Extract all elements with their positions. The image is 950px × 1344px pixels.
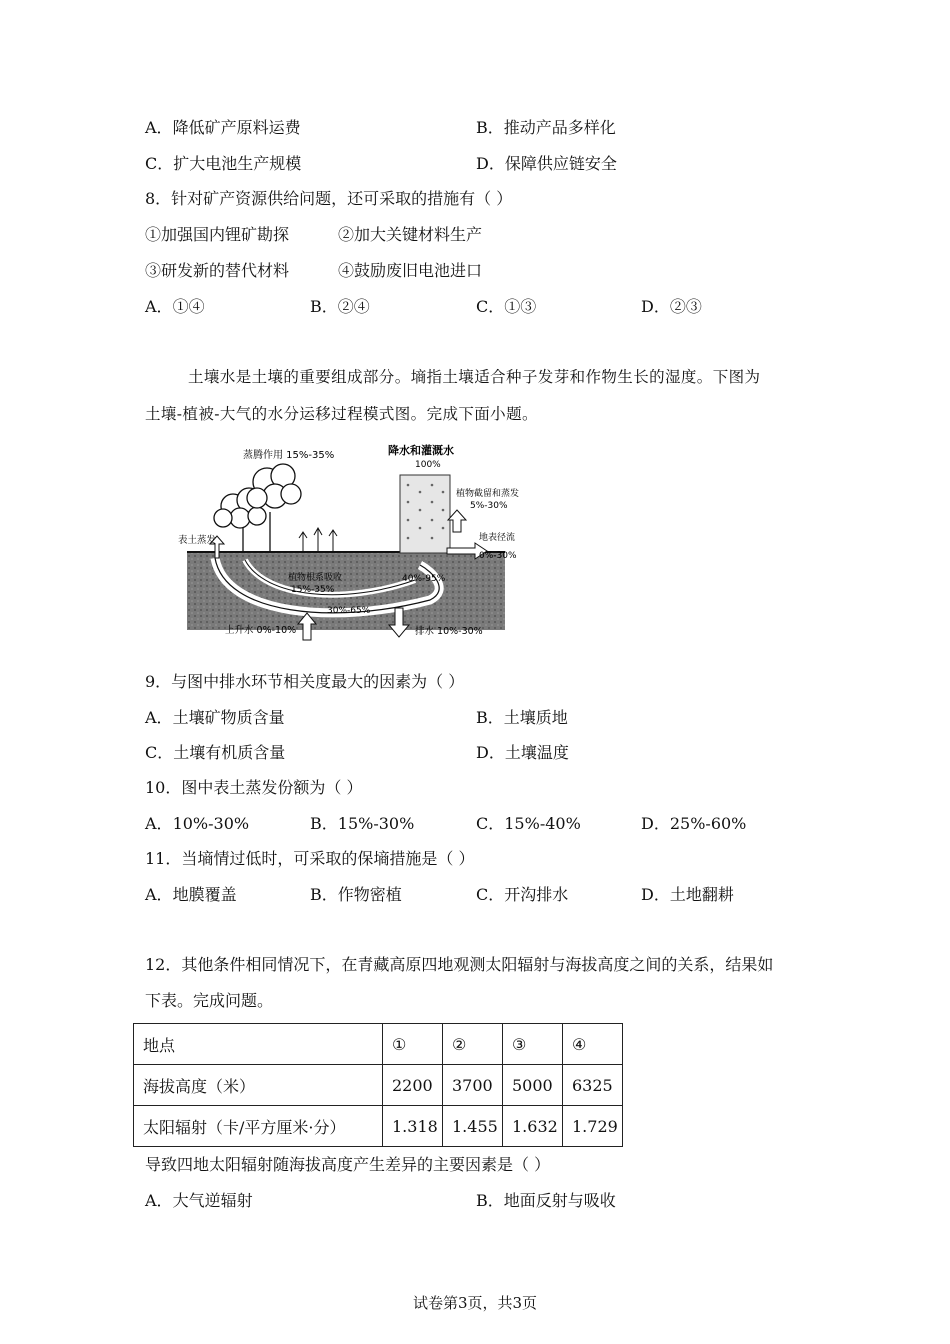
- q10-option-b: B．15%-30%: [310, 814, 415, 833]
- table-row: [134, 1106, 623, 1147]
- label-interception-pct: 5%-30%: [470, 501, 508, 511]
- q8-option-c: C．①③: [476, 297, 537, 316]
- q8-item-1: ①加强国内锂矿勘探: [145, 225, 290, 244]
- q10-option-a: A．10%-30%: [145, 814, 250, 833]
- label-runoff-pct: 0%-30%: [479, 551, 517, 561]
- crop-icon: [299, 528, 337, 552]
- precipitation-column: [400, 475, 450, 553]
- q9-option-d: D．土壤温度: [476, 743, 569, 762]
- radiation-table: [133, 1023, 623, 1147]
- intro-line-2: 土壤-植被-大气的水分运移过程模式图。完成下面小题。: [145, 405, 538, 423]
- table-cell: 6325: [563, 1065, 623, 1106]
- q12-stem-line-1: 12．其他条件相同情况下，在青藏高原四地观测太阳辐射与海拔高度之间的关系，结果如: [145, 955, 774, 974]
- q8-option-a: A．①④: [145, 297, 205, 316]
- label-precip-pct: 100%: [415, 460, 441, 470]
- q7-option-d: D．保障供应链安全: [476, 154, 617, 173]
- intro-line-1: 土壤水是土壤的重要组成部分。墒指土壤适合种子发芽和作物生长的湿度。下图为: [188, 368, 761, 386]
- q11-option-d: D．土地翻耕: [641, 885, 734, 904]
- label-capillary-rise: 上升水 0%-10%: [225, 625, 297, 636]
- q11-stem: 11．当墒情过低时，可采取的保墒措施是（ ）: [145, 849, 475, 868]
- page-footer: 试卷第3页，共3页: [412, 1294, 538, 1312]
- q9-option-c: C．土壤有机质含量: [145, 743, 286, 762]
- q10-option-c: C．15%-40%: [476, 814, 581, 833]
- q12-stem-line-2: 下表。完成问题。: [145, 991, 274, 1010]
- table-cell: 3700: [443, 1065, 503, 1106]
- label-percolation-pct: 30%-65%: [327, 606, 371, 616]
- table-cell: 1.455: [443, 1106, 503, 1147]
- q9-option-b: B．土壤质地: [476, 708, 568, 727]
- table-cell: 2200: [383, 1065, 443, 1106]
- table-cell: ②: [443, 1024, 503, 1065]
- label-root-uptake-pct: 15%-35%: [291, 585, 335, 595]
- q8-stem: 8．针对矿产资源供给问题，还可采取的措施有（ ）: [145, 189, 513, 208]
- q10-stem: 10．图中表土蒸发份额为（ ）: [145, 778, 363, 797]
- table-cell: 海拔高度（米）: [134, 1065, 383, 1106]
- q10-option-d: D．25%-60%: [641, 814, 747, 833]
- table-cell: 地点: [134, 1024, 383, 1065]
- q8-item-3: ③研发新的替代材料: [145, 261, 290, 280]
- table-cell: ①: [383, 1024, 443, 1065]
- q8-option-d: D．②③: [641, 297, 702, 316]
- label-surface-evap: 表土蒸发: [178, 535, 217, 546]
- label-interception: 植物截留和蒸发: [456, 489, 520, 499]
- table-cell: 1.632: [503, 1106, 563, 1147]
- interception-arrow: [448, 510, 466, 532]
- q11-option-a: A．地膜覆盖: [145, 885, 237, 904]
- tree-icon: [247, 464, 301, 552]
- label-drainage: 排水 10%-30%: [415, 626, 483, 637]
- table-cell: 5000: [503, 1065, 563, 1106]
- q7-option-c: C．扩大电池生产规模: [145, 154, 302, 173]
- table-row: [134, 1065, 623, 1106]
- table-cell: ③: [503, 1024, 563, 1065]
- q12-question: 导致四地太阳辐射随海拔高度产生差异的主要因素是（ ）: [145, 1155, 551, 1174]
- table-cell: ④: [563, 1024, 623, 1065]
- table-row: [134, 1024, 623, 1065]
- label-root-uptake: 植物根系吸收: [288, 573, 343, 583]
- table-cell: 1.729: [563, 1106, 623, 1147]
- q12-option-a: A．大气逆辐射: [145, 1191, 253, 1210]
- q11-option-c: C．开沟排水: [476, 885, 569, 904]
- table-cell: 1.318: [383, 1106, 443, 1147]
- q7-option-b: B．推动产品多样化: [476, 118, 616, 137]
- q11-option-b: B．作物密植: [310, 885, 402, 904]
- label-infiltration-pct: 40%-95%: [402, 574, 446, 584]
- q9-option-a: A．土壤矿物质含量: [145, 708, 285, 727]
- q8-item-4: ④鼓励废旧电池进口: [338, 261, 483, 280]
- q12-option-b: B．地面反射与吸收: [476, 1191, 616, 1210]
- table-cell: 太阳辐射（卡/平方厘米·分）: [134, 1106, 383, 1147]
- label-transpiration: 蒸腾作用 15%-35%: [243, 450, 335, 461]
- soil-water-diagram: [175, 440, 535, 645]
- label-runoff: 地表径流: [479, 533, 516, 543]
- q8-item-2: ②加大关键材料生产: [338, 225, 483, 244]
- q9-stem: 9．与图中排水环节相关度最大的因素为（ ）: [145, 672, 465, 691]
- q8-option-b: B．②④: [310, 297, 370, 316]
- label-precip-title: 降水和灌溉水: [388, 444, 454, 457]
- q7-option-a: A．降低矿产原料运费: [145, 118, 301, 137]
